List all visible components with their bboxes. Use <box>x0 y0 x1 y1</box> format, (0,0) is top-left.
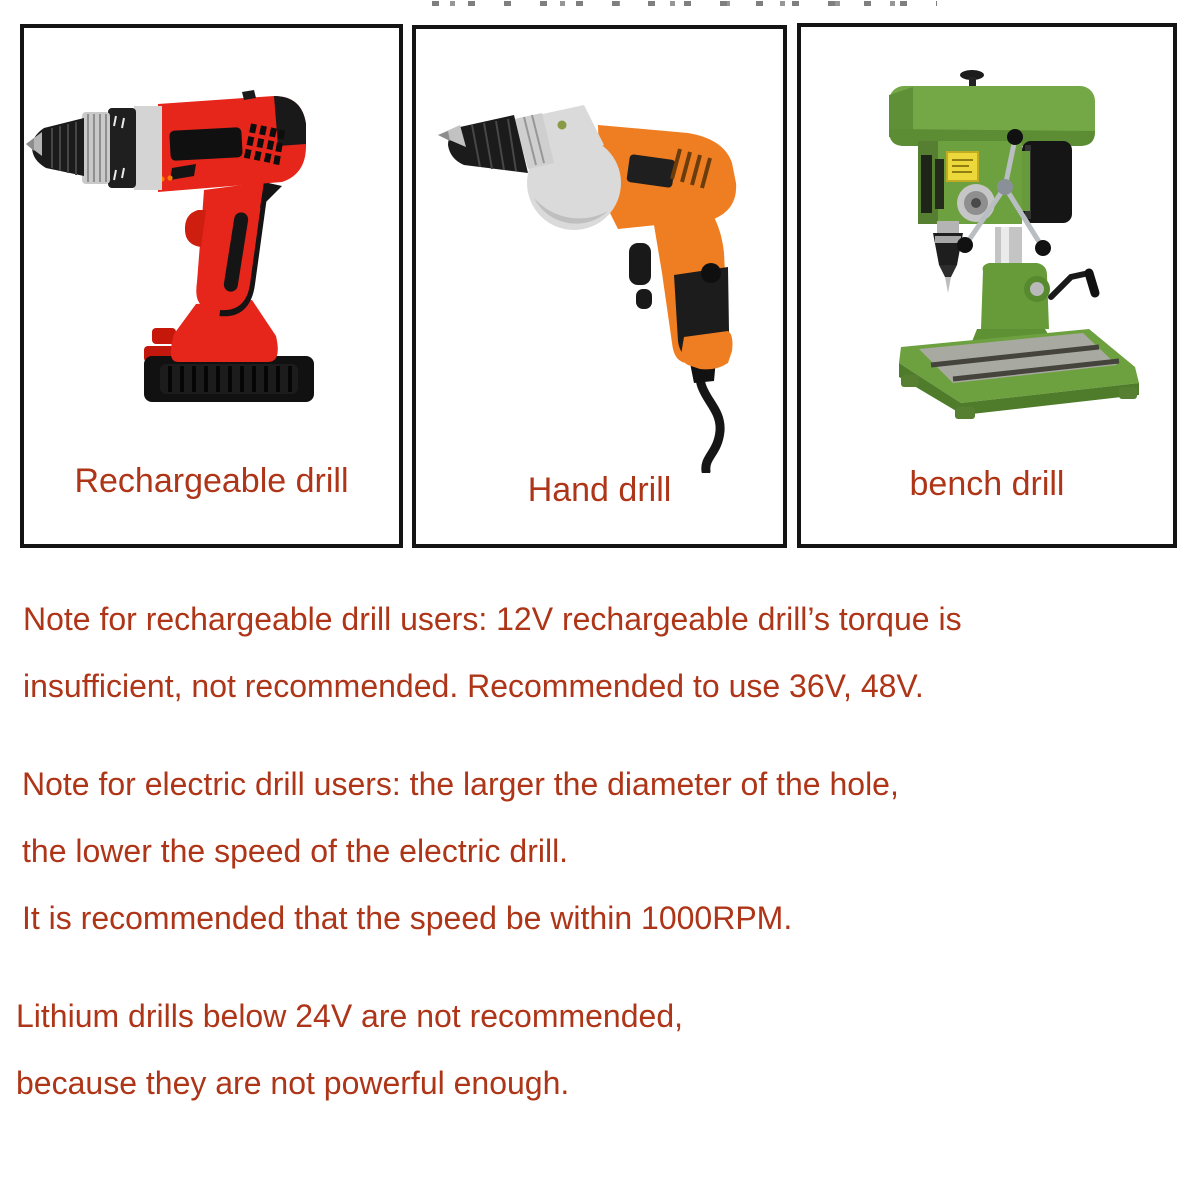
note-paragraph-rechargeable <box>23 586 962 720</box>
product-label-bench-drill: bench drill <box>909 465 1065 503</box>
bench-drill-image <box>801 31 1173 471</box>
note-line: insufficient, not recommended. Recommended to use 36V, 48V. <box>23 668 924 704</box>
hand-drill-image <box>416 33 783 473</box>
note-line: the lower the speed of the electric drill. <box>22 833 569 869</box>
rechargeable-drill-image <box>24 32 399 432</box>
note-paragraph-lithium <box>16 983 683 1117</box>
note-line: Note for rechargeable drill users: 12V rechargeable drill’s torque is <box>23 601 962 637</box>
product-label-hand-drill: Hand drill <box>527 471 672 509</box>
note-line: because they are not powerful enough. <box>16 1065 570 1101</box>
note-line: Lithium drills below 24V are not recommended, <box>16 998 683 1034</box>
note-line: Note for electric drill users: the larger the diameter of the hole, <box>22 766 899 802</box>
product-label-rechargeable-drill: Rechargeable drill <box>74 462 349 500</box>
product-box-hand-drill <box>412 25 787 548</box>
product-box-bench-drill <box>797 23 1177 548</box>
product-box-rechargeable-drill <box>20 24 403 548</box>
note-line: It is recommended that the speed be within 1000RPM. <box>22 900 793 936</box>
cropped-text-fragments <box>432 1 937 6</box>
note-paragraph-electric <box>22 751 899 952</box>
